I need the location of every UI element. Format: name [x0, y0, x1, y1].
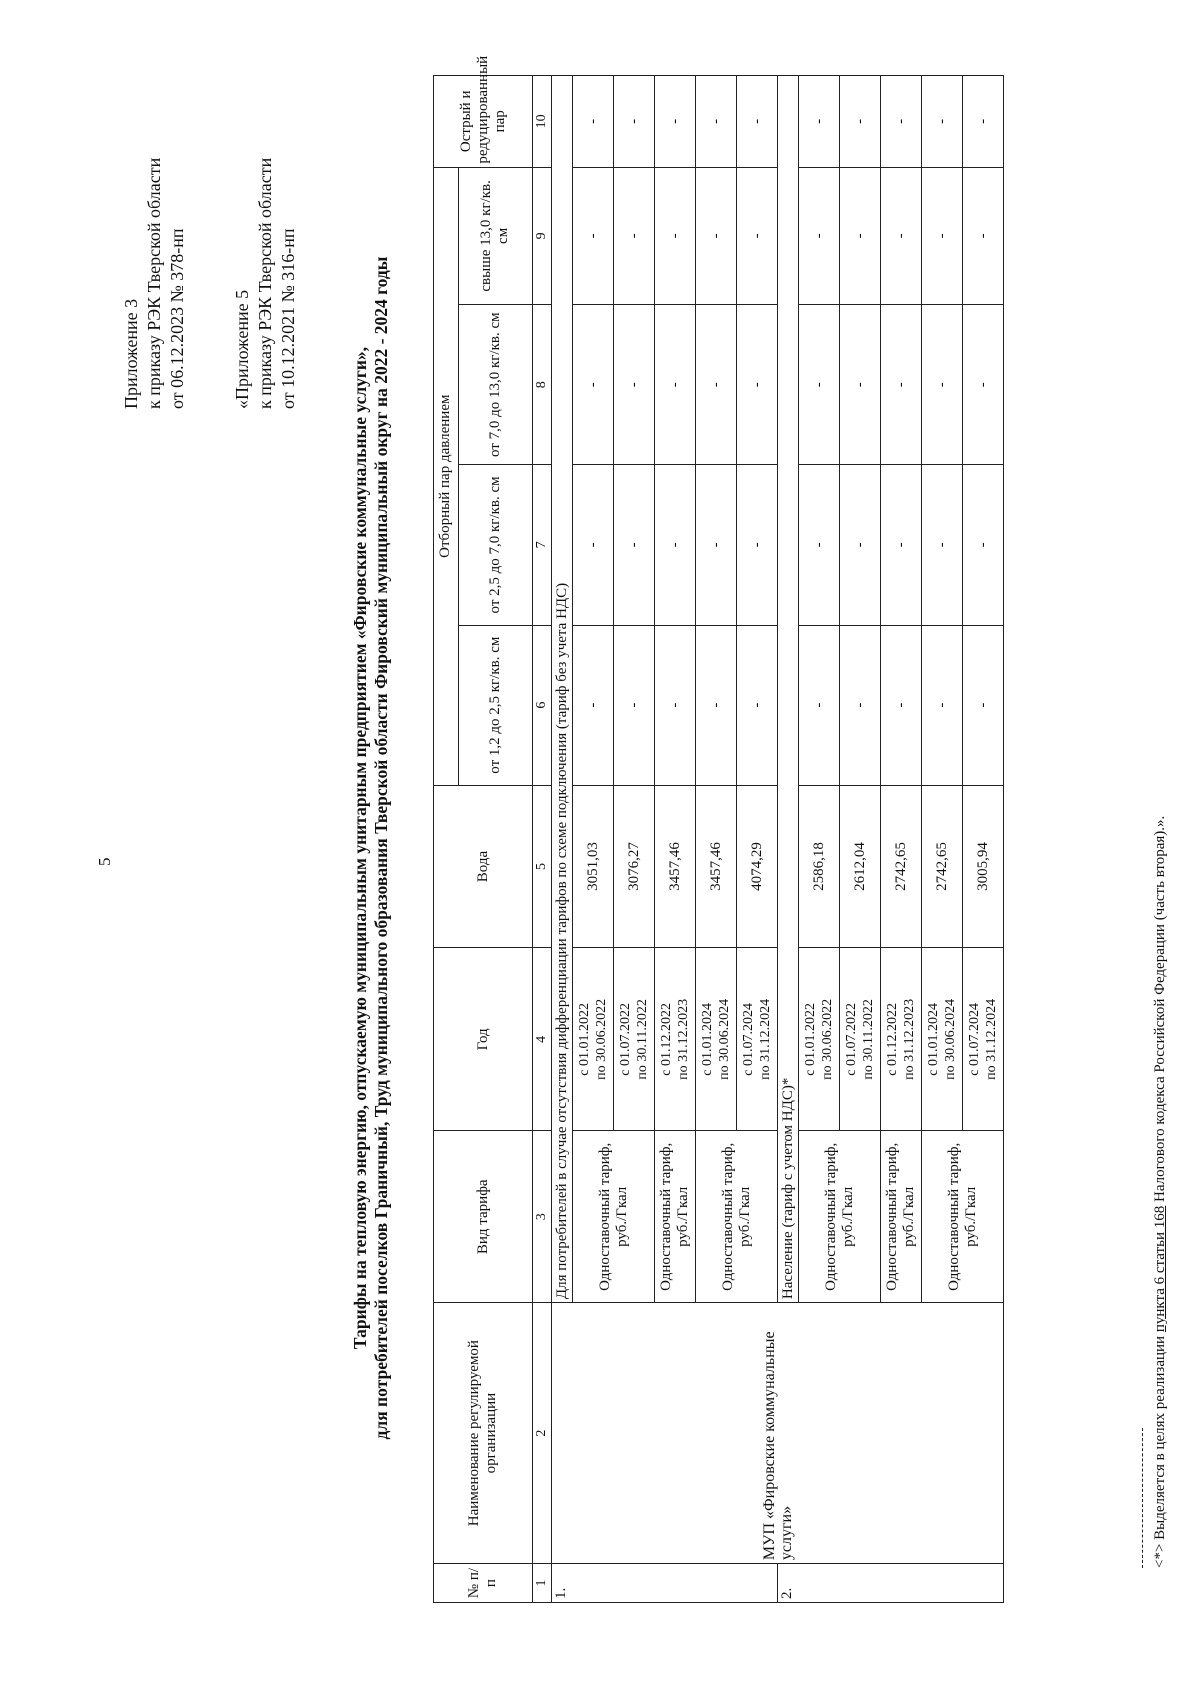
water-value: 2612,04: [840, 785, 881, 948]
water-value: 3051,03: [573, 785, 614, 948]
steam-value: -: [737, 305, 778, 465]
header-steam-4: свыше 13,0 кг/кв. см: [458, 167, 532, 304]
title-line: Тарифы на тепловую энергию, отпускаемую муниципальным унитарным предприятием «Фировские коммунальные услуги»,: [350, 346, 370, 1350]
steam-value: -: [799, 465, 840, 625]
water-value: 3457,46: [696, 785, 737, 948]
steam-value: -: [922, 465, 963, 625]
column-number: 7: [533, 465, 552, 625]
section-row: [552, 76, 573, 1603]
sharp-steam-value: -: [737, 76, 778, 168]
steam-value: -: [614, 305, 655, 465]
steam-value: -: [963, 625, 1004, 785]
document-title: [350, 50, 392, 1646]
water-value: 3005,94: [963, 785, 1004, 948]
period: с 01.01.2024 по 30.06.2024: [696, 948, 737, 1131]
header-year: Год: [434, 948, 533, 1131]
sharp-steam-value: -: [881, 76, 922, 168]
steam-value: -: [696, 625, 737, 785]
steam-value: -: [655, 305, 696, 465]
appendix-current-line: от 06.12.2023 № 378-нп: [167, 228, 187, 409]
water-value: 2742,65: [881, 785, 922, 948]
period: с 01.12.2022 по 31.12.2023: [655, 948, 696, 1131]
tariff-kind: Одноставочный тариф, руб./Гкал: [881, 1131, 922, 1303]
steam-value: -: [737, 625, 778, 785]
sharp-steam-value: -: [799, 76, 840, 168]
column-number: 6: [533, 625, 552, 785]
section-label: Население (тариф с учетом НДС)*: [778, 76, 799, 1303]
water-value: 4074,29: [737, 785, 778, 948]
steam-value: -: [573, 167, 614, 304]
footnote-link[interactable]: пункта 6 статьи 168: [1152, 1205, 1168, 1333]
steam-value: -: [840, 625, 881, 785]
sharp-steam-value: -: [963, 76, 1004, 168]
steam-value: -: [881, 167, 922, 304]
steam-value: -: [881, 305, 922, 465]
steam-value: -: [881, 625, 922, 785]
period: с 01.01.2024 по 30.06.2024: [922, 948, 963, 1131]
period: с 01.07.2024 по 31.12.2024: [737, 948, 778, 1131]
steam-value: -: [614, 167, 655, 304]
header-sharp-steam: Острый и редуцированный пар: [434, 76, 533, 168]
header-steam-3: от 7,0 до 13,0 кг/кв. см: [458, 305, 532, 465]
column-number: 9: [533, 167, 552, 304]
footnote-separator: [1142, 1428, 1143, 1568]
steam-value: -: [922, 305, 963, 465]
steam-value: -: [737, 465, 778, 625]
footnote-prefix: <*> Выделяется в целях реализации: [1152, 1332, 1168, 1568]
steam-value: -: [799, 625, 840, 785]
footnote-suffix: Налогового кодекса Российской Федерации (часть вторая).».: [1152, 815, 1168, 1206]
appendix-current: [120, 158, 189, 409]
sharp-steam-value: -: [696, 76, 737, 168]
period: с 01.07.2022 по 30.11.2022: [840, 948, 881, 1131]
organization-name: МУП «Фировские коммунальные услуги»: [552, 1303, 1004, 1564]
column-number: 5: [533, 785, 552, 948]
period: с 01.07.2024 по 31.12.2024: [963, 948, 1004, 1131]
header-water: Вода: [434, 785, 533, 948]
steam-value: -: [655, 625, 696, 785]
appendix-previous: [231, 158, 300, 409]
header-num: № п/п: [434, 1564, 533, 1603]
sharp-steam-value: -: [573, 76, 614, 168]
water-value: 3457,46: [655, 785, 696, 948]
tariff-kind: Одноставочный тариф, руб./Гкал: [696, 1131, 778, 1303]
steam-value: -: [963, 305, 1004, 465]
water-value: 2586,18: [799, 785, 840, 948]
column-number: 8: [533, 305, 552, 465]
steam-value: -: [799, 167, 840, 304]
steam-value: -: [963, 167, 1004, 304]
tariff-table: [433, 55, 1004, 1603]
tariff-kind: Одноставочный тариф, руб./Гкал: [922, 1131, 1004, 1303]
steam-value: -: [696, 465, 737, 625]
column-number: 1: [533, 1564, 552, 1603]
sharp-steam-value: -: [922, 76, 963, 168]
title-line: для потребителей поселков Граничный, Труд муниципального образования Тверской области Фировский муниципальный округ на 2022 - 2024 годы: [371, 256, 391, 1440]
header-steam-group: Отборный пар давлением: [434, 167, 459, 785]
steam-value: -: [614, 625, 655, 785]
steam-value: -: [963, 465, 1004, 625]
header-org: Наименование регулируемой организации: [434, 1303, 533, 1564]
water-value: 3076,27: [614, 785, 655, 948]
steam-value: -: [922, 167, 963, 304]
appendix-current-line: к приказу РЭК Тверской области: [144, 157, 164, 409]
period: с 01.12.2022 по 31.12.2023: [881, 948, 922, 1131]
section-label: Для потребителей в случае отсутствия дифференциации тарифов по схеме подключения (тариф без учета НДС): [552, 76, 573, 1303]
tariff-kind: Одноставочный тариф, руб./Гкал: [573, 1131, 655, 1303]
period: с 01.01.2022 по 30.06.2022: [573, 948, 614, 1131]
steam-value: -: [799, 305, 840, 465]
steam-value: -: [696, 305, 737, 465]
header-steam-1: от 1,2 до 2,5 кг/кв. см: [458, 625, 532, 785]
steam-value: -: [840, 305, 881, 465]
tariff-kind: Одноставочный тариф, руб./Гкал: [655, 1131, 696, 1303]
appendix-previous-line: к приказу РЭК Тверской области: [255, 157, 275, 409]
footnote: [1152, 816, 1169, 1568]
column-numbers-row: [533, 76, 552, 1603]
steam-value: -: [696, 167, 737, 304]
steam-value: -: [840, 465, 881, 625]
row-number: 2.: [778, 1564, 1004, 1603]
column-number: 3: [533, 1131, 552, 1303]
steam-value: -: [614, 465, 655, 625]
header-kind: Вид тарифа: [434, 1131, 533, 1303]
period: с 01.01.2022 по 30.06.2022: [799, 948, 840, 1131]
appendix-previous-line: от 10.12.2021 № 316-нп: [278, 228, 298, 409]
sharp-steam-value: -: [840, 76, 881, 168]
appendix-previous-line: «Приложение 5: [232, 289, 252, 409]
row-number: 1.: [552, 1564, 778, 1603]
header-steam-2: от 2,5 до 7,0 кг/кв. см: [458, 465, 532, 625]
page-number: 5: [95, 857, 114, 866]
steam-value: -: [655, 465, 696, 625]
steam-value: -: [737, 167, 778, 304]
period: с 01.07.2022 по 30.11.2022: [614, 948, 655, 1131]
steam-value: -: [881, 465, 922, 625]
steam-value: -: [840, 167, 881, 304]
column-number: 2: [533, 1303, 552, 1564]
tariff-kind: Одноставочный тариф, руб./Гкал: [799, 1131, 881, 1303]
sharp-steam-value: -: [614, 76, 655, 168]
steam-value: -: [573, 625, 614, 785]
appendix-current-line: Приложение 3: [121, 298, 141, 409]
column-number: 10: [533, 76, 552, 168]
steam-value: -: [655, 167, 696, 304]
sharp-steam-value: -: [655, 76, 696, 168]
steam-value: -: [573, 305, 614, 465]
steam-value: -: [573, 465, 614, 625]
steam-value: -: [922, 625, 963, 785]
column-number: 4: [533, 948, 552, 1131]
water-value: 2742,65: [922, 785, 963, 948]
